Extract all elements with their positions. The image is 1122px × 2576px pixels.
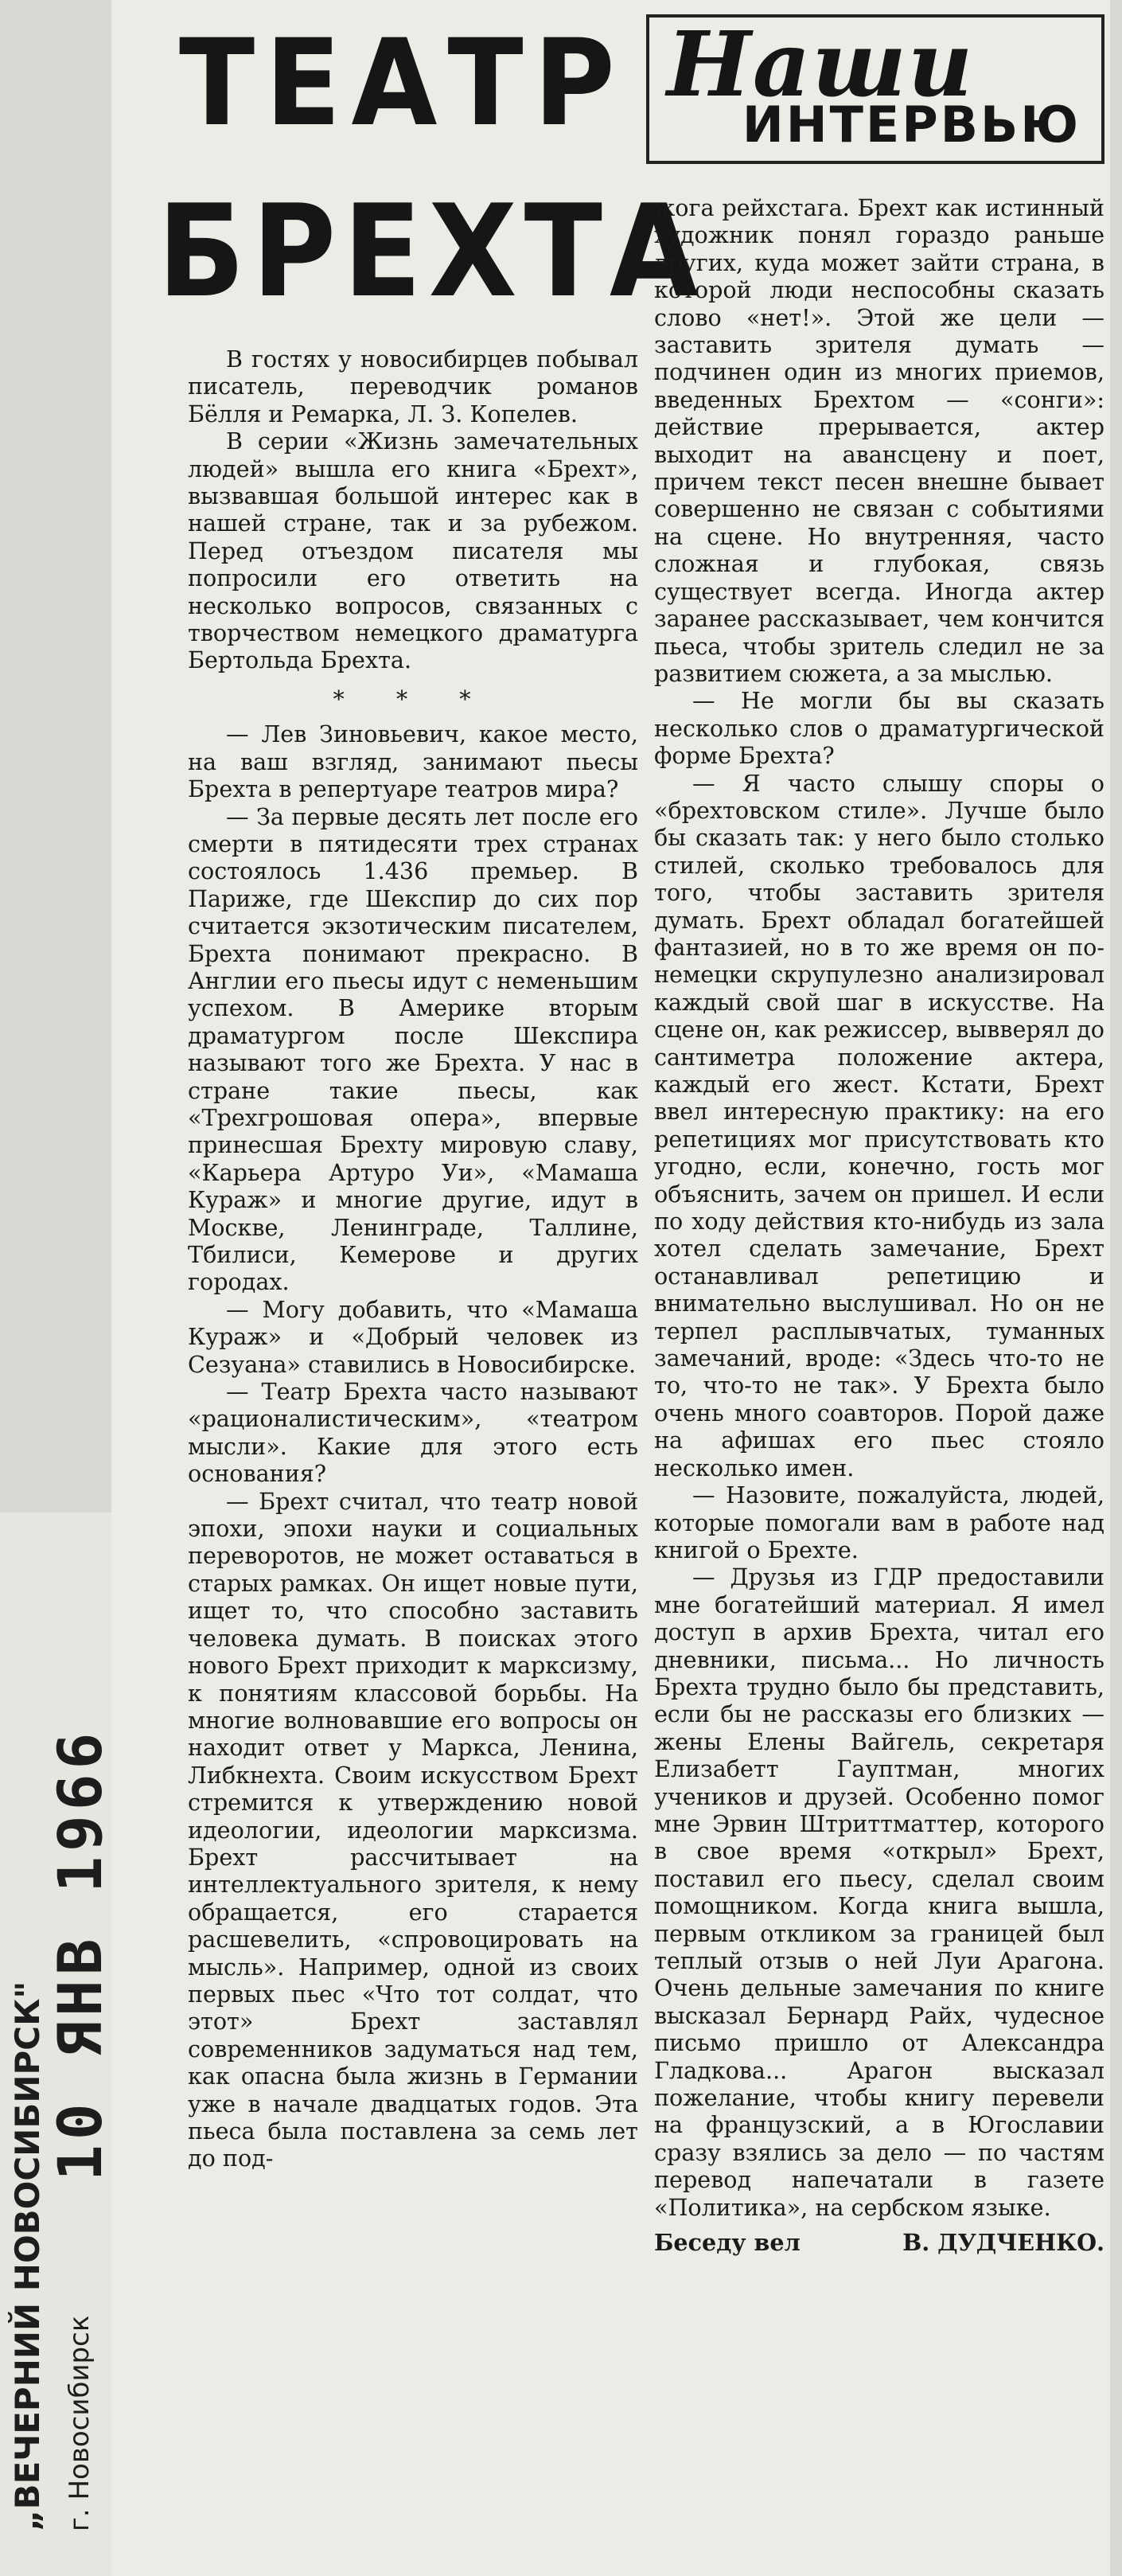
intro-paragraph: В гостях у новосибирцев побывал писатель, переводчик романов Бёлля и Ремарка, Л. З. Копелев. (188, 345, 638, 427)
answer-paragraph: — За первые десять лет после его смерти в пятидесяти трех странах состоялось 1.436 премьер. В Париже, где Шекспир до сих пор считается экзотическим писателем, Брехта понимают прекрасно. В Англии его пьесы идут с неменьшим успехом. В Америке вторым драматургом после Шекспира называют того же Брехта. У нас в стране такие пьесы, как «Трехгрошовая опера», впервые принесшая Брехту мировую славу, «Карьера Артуро Уи», «Мамаша Кураж» и многие другие, идут в Москве, Ленинграде, Таллине, Тбилиси, Кемерове и других городах. (188, 802, 638, 1296)
newspaper-name-stamp: „ВЕЧЕРНИЙ НОВОСИБИРСК" (8, 1981, 47, 2531)
byline-author: В. ДУДЧЕНКО. (902, 2229, 1104, 2257)
answer-continuation: жога рейхстага. Брехт как истинный художник понял гораздо раньше других, куда может зайти страна, в которой люди неспособны сказать слово «нет!». Этой же цели — заставить зрителя думать — подчинен один из многих приемов, введенных Брехтом — «сонги»: действие прерывается, актер выходит на авансцену и поет, причем текст песен внешне бывает совершенно не связан с событиями на сцене. Но внутренняя, часто сложная и глубокая, связь существует всегда. Иногда актер заранее рассказывает, чем кончится пьеса, чтобы зритель следил не за развитием сюжета, а за мыслью. (654, 194, 1104, 687)
rubric-subtitle: ИНТЕРВЬЮ (742, 96, 1081, 154)
question-paragraph: — Лев Зиновьевич, какое место, на ваш взгляд, занимают пьесы Брехта в репертуаре театров мира? (188, 720, 638, 803)
right-column (654, 194, 1104, 2256)
rubric-box (646, 14, 1104, 164)
city-stamp: г. Новосибирск (64, 2315, 95, 2531)
rubric-script-title: Наши (667, 13, 975, 117)
left-column (188, 345, 638, 2172)
question-paragraph: — Назовите, пожалуйста, людей, которые помогали вам в работе над книгой о Брехте. (654, 1481, 1104, 1563)
answer-paragraph: — Друзья из ГДР предоставили мне богатейший материал. Я имел доступ в архив Брехта, читал его дневники, письма... Но личность Брехта трудно было бы представить, если бы не рассказы его близких — жены Елены Вайгель, секретаря Елизабетт Гауптман, многих учеников и друзей. Особенно помог мне Эрвин Штриттматтер, которого в свое время «открыл» Брехт, поставил его пьесу, сделал своим помощником. Когда книга вышла, первым откликом за границей был теплый отзыв о ней Луи Арагона. Очень дельные замечания по книге высказал Бернард Райх, чудесное письмо пришло от Александра Гладкова... Арагон высказал пожелание, чтобы книгу перевели на французский, а в Югославии сразу взялись за дело — по частям перевод напечатали в газете «Политика», на сербском языке. (654, 1563, 1104, 2221)
answer-paragraph: — Я часто слышу споры о «брехтовском стиле». Лучше было бы сказать так: у него было столько стилей, сколько требовалось для того, чтобы заставить зрителя думать. Брехт обладал богатейшей фантазией, но в то же время он по-немецки скрупулезно анализировал каждый свой шаг в искусстве. На сцене он, как режиссер, вывверял до сантиметра положение актера, каждый его жест. Кстати, Брехт ввел интересную практику: на его репетициях мог присутствовать кто угодно, если, конечно, гость мог объяснить, зачем он пришел. И если по ходу действия кто-нибудь из зала хотел сделать замечание, Брехт останавливал репетицию и внимательно выслушивал. Но он не терпел расплывчатых, туманных замечаний, вроде: «Здесь что-то не то, что-то не так». У Брехта было очень много соавторов. Порой даже на афишах его пьес стояло несколько имен. (654, 769, 1104, 1481)
intro-paragraph: В серии «Жизнь замечательных людей» вышла его книга «Брехт», вызвавшая большой интерес как в нашей стране, так и за рубежом. Перед отъездом писателя мы попросили его ответить на несколько вопросов, связанных с творчеством немецкого драматурга Бертольда Брехта. (188, 427, 638, 674)
headline-line-1: ТЕАТР (179, 14, 625, 153)
answer-paragraph: — Брехт считал, что театр новой эпохи, эпохи науки и социальных переворотов, не может оставаться в старых рамках. Он ищет новые пути, ищет то, что способно заставить человека думать. В поисках этого нового Брехт приходит к марксизму, к понятиям классовой борьбы. На многие волновавшие его вопросы он находит ответ у Маркса, Ленина, Либкнехта. Своим искусством Брехт стремится к утверждению новой идеологии, идеологии марксизма. Брехт рассчитывает на интеллектуального зрителя, к нему обращается, его старается расшевелить, «спровоцировать на мысль». Например, одной из своих первых пьес «Что тот солдат, что этот» Брехт заставлял современников задуматься над тем, как опасна была жизнь в Германии уже в начале двадцатых годов. Эта пьеса была поставлена за семь лет до под- (188, 1487, 638, 2172)
byline-label: Беседу вел (654, 2229, 801, 2257)
question-paragraph: — Театр Брехта часто называют «рационалистическим», «театром мысли». Какие для этого есть основания? (188, 1378, 638, 1488)
section-divider: * * * (333, 685, 493, 712)
date-stamp: 10 ЯНВ 1966 (45, 1727, 115, 2181)
question-paragraph: — Не могли бы вы сказать несколько слов о драматургической форме Брехта? (654, 687, 1104, 770)
remark-paragraph: — Могу добавить, что «Мамаша Кураж» и «Добрый человек из Сезуана» ставились в Новосибирске. (188, 1295, 638, 1378)
headline-line-2: БРЕХТА (158, 177, 706, 326)
byline (654, 2229, 1104, 2256)
